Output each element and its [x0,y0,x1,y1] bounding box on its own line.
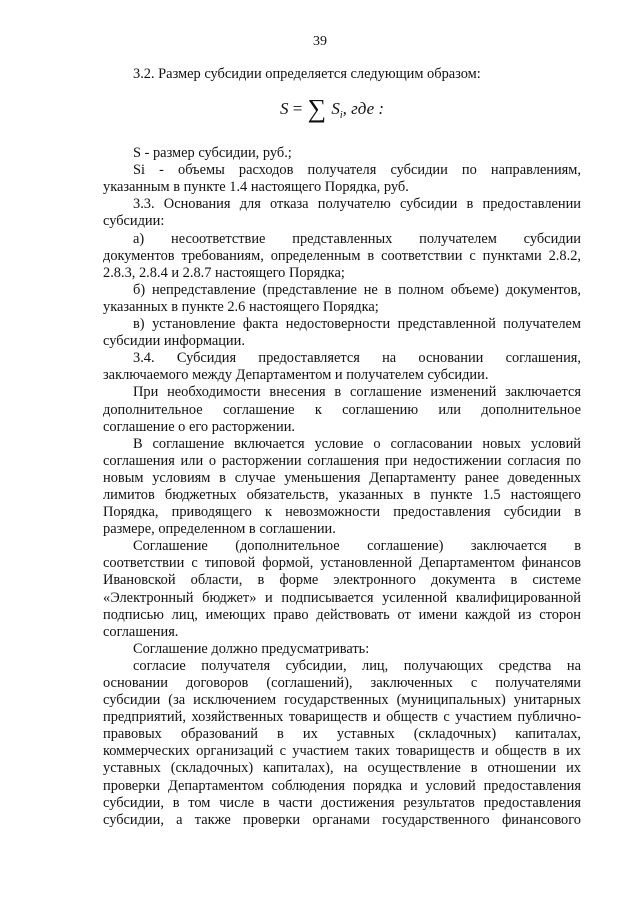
paragraph-changes-line: При необходимости внесения в соглашение изменений заключается [133,384,581,401]
page-number: 39 [313,34,327,49]
item-v-line: субсидии информации. [103,333,245,350]
paragraph-consent-line: субсидии, а также проверки органами государственного финансового [103,811,581,828]
item-a-line: а) несоответствие представленных получателем субсидии [133,230,581,247]
paragraph-3-4-line: 3.4. Субсидия предоставляется на основании соглашения, [133,350,581,367]
paragraph-3-3-line: субсидии: [103,213,165,230]
paragraph-form-line: «Электронный бюджет» и подписывается усиленной квалифицированной [103,589,581,606]
paragraph-3-4-line: заключаемого между Департаментом и получателем субсидии. [103,367,489,384]
paragraph-condition-line: Порядка, приводящего к невозможности предоставления субсидии в [103,504,581,521]
paragraph-condition-line: соглашения или о расторжении соглашения при недостижении согласия по [103,452,581,469]
paragraph-consent-line: правовых образований в их уставных (складочных) капиталах, [103,726,581,743]
item-v-line: в) установление факта недостоверности представленной получателем [133,316,581,333]
paragraph-condition-line: размере, определенном в соглашении. [103,521,336,538]
formula-tail: , где : [342,99,385,119]
document-body [103,66,581,829]
formula-term: S [331,99,340,119]
definition-s: S - размер субсидии, руб.; [133,145,292,162]
paragraph-form-line: Соглашение (дополнительное соглашение) заключается в [133,538,581,555]
subsidy-formula [103,83,581,145]
paragraph-consent-line: уставных (складочных) капиталах), на осуществление в отношении их [103,760,581,777]
paragraph-form-line: Ивановской области, в форме электронного документа в системе [103,572,581,589]
paragraph-condition-line: новым условиям в случае уменьшения Департаменту ранее доведенных [103,469,581,486]
heading-3-2: 3.2. Размер субсидии определяется следующим образом: [133,66,481,82]
paragraph-consent-line: предприятий, хозяйственных товариществ и обществ с участием публично- [103,709,581,726]
paragraph-consent-line: проверки Департаментом соблюдения порядка и условий предоставления [103,777,581,794]
item-b-line: указанных в пункте 2.6 настоящего Порядка; [103,298,379,315]
definition-si-line: Si - объемы расходов получателя субсидии по направлениям, [133,162,581,179]
paragraph-form-line: подписью лиц, имеющих право действовать от имени каждой из сторон [103,606,581,623]
paragraph-changes-line: дополнительное соглашение к соглашению или дополнительное [103,401,581,418]
paragraph-consent-line: согласие получателя субсидии, лиц, получающих средства на [133,657,581,674]
paragraph-changes-line: соглашение о его расторжении. [103,418,295,435]
definition-si-line: указанным в пункте 1.4 настоящего Порядка, руб. [103,179,409,196]
formula-lhs: S [280,99,289,119]
paragraph-must-line: Соглашение должно предусматривать: [133,640,370,657]
item-a-line: документов требованиям, определенным в соответствии с пунктами 2.8.2, [103,247,581,264]
formula-subscript: i [339,110,343,122]
formula-equals: = [292,99,303,119]
paragraph-consent-line: субсидии (за исключением государственных (муниципальных) унитарных [103,692,581,709]
paragraph-consent-line: субсидии, в том числе в части достижения результатов предоставления [103,794,581,811]
paragraph-consent-line: коммерческих организаций с участием таких товариществ и обществ в их [103,743,581,760]
paragraph-consent-line: основании договоров (соглашений), заключенных с получателями [103,675,581,691]
paragraph-condition-line: В соглашение включается условие о согласовании новых условий [133,435,581,452]
paragraph-condition-line: лимитов бюджетных обязательств, указанных в пункте 1.5 настоящего [103,486,581,503]
paragraph-3-3-line: 3.3. Основания для отказа получателю субсидии в предоставлении [133,196,581,213]
item-a-line: 2.8.3, 2.8.4 и 2.8.7 настоящего Порядка; [103,264,345,281]
formula-sigma: ∑ [307,94,327,124]
formula-expression [280,94,385,124]
paragraph-form-line: соответствии с типовой формой, установленной Департаментом финансов [103,555,581,572]
item-b-line: б) непредставление (представление не в полном объеме) документов, [133,281,581,298]
paragraph-form-line: соглашения. [103,623,179,640]
